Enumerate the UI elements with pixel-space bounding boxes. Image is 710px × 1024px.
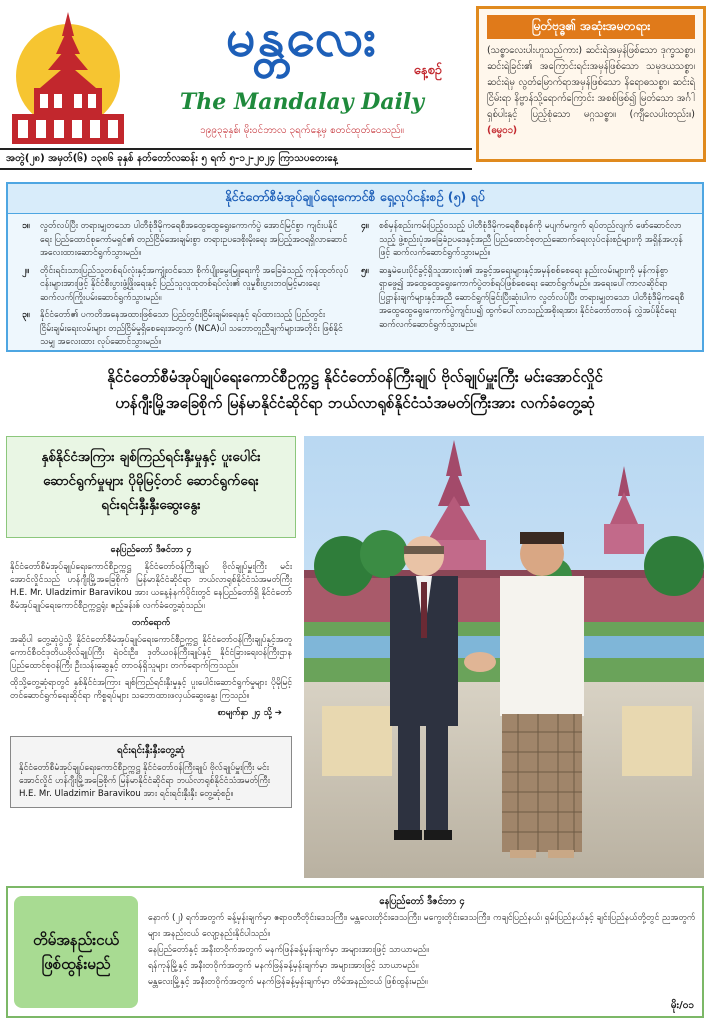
weather-dateline: နေပြည်တော် ဒီဇင်ဘာ ၄ [379, 896, 465, 907]
story-dateline: နေပြည်တော် ဒီဇင်ဘာ ၄ [110, 545, 192, 555]
dhamma-quote-heading: မြတ်ဗုဒ္ဓ၏ အဆုံးအမတရား [487, 15, 695, 39]
palace-emblem-logo [4, 6, 132, 156]
agenda-item-number: ၁။ [22, 221, 30, 231]
photo-caption-text: နိုင်ငံတော်စီမံအုပ်ချုပ်ရေးကောင်စီဥက္ကဋ္ဌ နိုင်ငံတော်ဝန်ကြီးချုပ် ဗိုလ်ချုပ်မှူးကြီး မင်းအောင်လှိုင် ဟန်ဂျီးမြို့အခြေစိုက် မြန်မာနိုင်ငံဆိုင်ရာ ဘယ်လာရုစ်နိုင်ငံသံအမတ်ကြီး H.E. Mr. Uladzimir Baravikou အား ရင်းရင်းနှီးနှီး တွေ့ဆုံစဉ်။ [19, 763, 270, 799]
agenda-item-number: ၂။ [22, 265, 29, 276]
weather-line: နေပြည်တော်နှင့် အနီးတဝိုက်အတွက် မနက်ဖြန်ခန့်မှန်းချက်မှာ အများအားဖြင့် သာယာမည်။ [148, 945, 429, 955]
title-block [132, 4, 472, 154]
meeting-photo [304, 436, 704, 878]
photo-caption-heading: ရင်းရင်းနှီးနှီးတွေ့ဆုံ [117, 745, 185, 756]
continued-link[interactable]: စာမျက်နှာ ၂၄ သို့ ➔ [217, 708, 282, 718]
agenda-column-left [16, 220, 355, 354]
agenda-title: နိုင်ငံတော်စီမံအုပ်ချုပ်ရေးကောင်စီ ရှေ့လုပ်ငန်းစဉ် (၅) ရပ် [8, 184, 702, 214]
agenda-item-number: ၅။ [361, 265, 369, 276]
dhamma-quote-text [487, 43, 695, 139]
agenda-item-number: ၄။ [361, 221, 369, 231]
story-column [6, 436, 296, 882]
main-headline [0, 364, 710, 416]
founding-tagline: ၁၉၉၃ခုနှစ်၊ မိုးဝင်ဘာလ ၃ရက်နေ့မှ စတင်ထုတ်ဝေသည်။ [200, 125, 404, 136]
dhamma-quote-body: (သစ္စာလေးပါးဟူသည်ကား) ဆင်းရဲအမှန်ဖြစ်သော ဒုက္ခသစ္စာ၊ ဆင်းရဲခြင်း၏ အကြောင်းရင်းအမှန်ဖြစ်သော သမုဒယသစ္စာ၊ ဆင်းရဲမှ လွတ်မြောက်ရာအမှန်ဖြစ်သော နိရောဓသစ္စာ၊ ဆင်းရဲငြိမ်းရာ နိဗ္ဗာန်သို့ရောက်ကြောင်း အစစ်ဖြစ်၍ မြတ်သော အင်္ဂါရှစ်ပါးနှင့် ပြည့်စုံသော မဂ္ဂသစ္စာ။ (ကျီလေပါးတည်း။) [487, 45, 695, 120]
weather-line: နောက် (၂) ရက်အတွက် ခန့်မှန်းချက်မှာ ဧရာဝတီတိုင်းဒေသကြီး၊ မန္တလေးတိုင်းဒေသကြီး၊ မကွေးတိုင်းဒေသကြီး၊ ကချင်ပြည်နယ်၊ ရှမ်းပြည်နယ်နှင့် ချင်းပြည်နယ်တို့တွင် ညအတွက်များ အနည်းငယ် လျော့နည်းနိုင်ပါသည်။ [148, 913, 696, 939]
story-body [6, 538, 296, 730]
dhamma-page-ref: (ဓမ္မ၀၁) [487, 125, 518, 136]
story-paragraph: နိုင်ငံတော်စီမံအုပ်ချုပ်ရေးကောင်စီဥက္ကဋ္ဌ နိုင်ငံတော်ဝန်ကြီးချုပ် ဗိုလ်ချုပ်မှူးကြီး မင်းအောင်လှိုင်သည် ဟန်ဂျီးမြို့အခြေစိုက် မြန်မာနိုင်ငံဆိုင်ရာ ဘယ်လာရုစ်နိုင်ငံသံအမတ်ကြီး H.E. Mr. Uladzimir Baravikou အား ယနေ့နံနက်ပိုင်းတွင် နေပြည်တော်ရှိ နိုင်ငံတော်စီမံအုပ်ချုပ်ရေးကောင်စီဥက္ကဋ္ဌရုံး ဧည့်ခန်းၜ် လက်ခံတွေ့ဆုံသည်။ [10, 562, 292, 611]
agenda-item-text: တိုင်းရင်းသားပြည်သူတစ်ရပ်လုံးနှင့်အကျုံးဝင်သော စိုက်ပျိုးမွေးမြူရေးကို အခြေခံသည့် ကုန်ထုတ်လုပ်ငန်းများအားဖြင့် နိုင်ငံစီးပွားဖွံ့ဖြိုးရေးနှင့် ပြည်သူလူထုတစ်ရပ်လုံး၏ လူမှုစီးပွားဘဝမြင့်မားရေး ဆက်လက်ကြိုးပမ်းဆောင်ရွက်သွားမည်။ [40, 265, 349, 303]
agenda-column-right [355, 220, 694, 354]
newspaper-title-english: The Mandalay Daily [179, 89, 425, 115]
headline-line-1: နိုင်ငံတော်စီမံအုပ်ချုပ်ရေးကောင်စီဥက္ကဋ္ဌ နိုင်ငံတော်ဝန်ကြီးချုပ် ဗိုလ်ချုပ်မှူးကြီး မင်းအောင်လှိုင် [107, 368, 603, 386]
agenda-item [22, 309, 349, 350]
agenda-item [22, 220, 349, 261]
issue-dateline: အတွဲ(၂၈) အမှတ်(၆) ၁၃၈၆ ခုနှစ် နတ်တော်လဆန်း ၅ ရက် ၅-၁၂-၂၀၂၄ ကြာသပတေးနေ့ [0, 148, 472, 170]
weather-forecast-text [148, 894, 696, 990]
newspaper-subtitle: နေ့စဉ် [413, 63, 442, 78]
agenda-item-text: စစ်မှန်စည်းကမ်းပြည့်ဝသည့် ပါတီစုံဒီမိုကရေစီစနစ်ကို မပျက်မကွက် ရပ်တည်လျက် ဖော်ဆောင်လာသည့် ဖွဲ့စည်းပုံအခြေခံဥပဒေနှင့်အညီ ပြည်ထောင်စုတည်ဆောက်ရေးလုပ်ငန်းစဉ်များကို အရှိန်အဟုန်ဖြင့် ဆက်လက်ဆောင်ရွက်သွားမည်။ [379, 221, 683, 258]
agenda-item-text: နိုင်ငံတော်၏ ပကတိအနေအထားဖြစ်သော ပြည်တွင်းငြိမ်းချမ်းရေးနှင့် ရပ်ထားသည့် ပြည်တွင်းငြိမ်းချမ်းရေးလမ်းများ တည်ငြိမ်မှုရှိစေရေးအတွက် (NCA)ပါ သဘောတူညီချက်များအတိုင်း ဖြစ်နိုင်သမျှ အလေးထား လုပ်ဆောင်သွားမည်။ [40, 310, 343, 347]
agenda-box [6, 182, 704, 352]
weather-line: ရန်ကုန်မြို့နှင့် အနီးတဝိုက်အတွက် မနက်ဖြန်ခန့်မှန်းချက်မှာ အများအားဖြင့် သာယာမည်။ [148, 961, 419, 971]
newspaper-title-myanmar: မန္တလေး [225, 8, 379, 68]
agenda-item [361, 265, 688, 333]
headline-line-2: ဟန်ဂျီးမြို့အခြေစိုက် မြန်မာနိုင်ငံဆိုင်ရာ ဘယ်လာရုစ်နိုင်ငံသံအမတ်ကြီးအား လက်ခံတွေ့ဆုံ [115, 394, 595, 412]
agenda-item [22, 265, 349, 306]
page-number: မိုး/၀၁ [670, 1000, 694, 1011]
agenda-item-text: လွတ်လပ်ပြီး တရားမျှတသော ပါတီစုံဒီမိုကရေစီအထွေထွေရွေးကောက်ပွဲ အောင်မြင်စွာ ကျင်းပနိုင်ရေး ပြည်ထောင်စုကော်မရှင်၏ တည်ငြိမ်အေးချမ်းစွာ တရားဥပဒေစိုးမိုးရေး အပြည့်အဝရရှိလာဆောင် အလေးထားဆောင်ရွက်သွားမည်။ [40, 221, 348, 258]
agenda-item-number: ၃။ [22, 310, 30, 320]
weather-forecast-box [6, 886, 704, 1018]
photo-caption-box [10, 736, 292, 808]
story-title: နှစ်နိုင်ငံအကြား ချစ်ကြည်ရင်းနှီးမှုနှင့် ပူးပေါင်းဆောင်ရွက်မှုများ ပိုမိုမြင့်တင် ဆောင်ရွက်ရေး ရင်းရင်းနှီးနှီးဆွေးနွေး [6, 436, 296, 538]
weather-line: မန္တလေးမြို့နှင့် အနီးတဝိုက်အတွက် မနက်ဖြန်ခန့်မှန်းချက်မှာ တိမ်အနည်းငယ် ဖြစ်ထွန်းမည်။ [148, 977, 428, 987]
agenda-item-text: ဆန္ဒမဲပေးပိုင်ခွင့်ရှိသူအားလုံး၏ အခွင့်အရေးများနှင့်အမှန်စစ်စေရေး နည်းလမ်းများကို မှန်ကန်စွာ ရှာဖွေ၍ အထွေထွေရွေးကောက်ပွဲတစ်ရပ်ဖြစ်စေရေး ဆောင်ရွက်မည်။ အရေးပေါ်ကာလဆိုင်ရာ ပြဋ္ဌာန်းချက်များနှင့်အညီ ဆောင်ရွက်ခြင်းပြီးဆုံးပါက လွတ်လပ်ပြီး တရားမျှတသော ပါတီစုံဒီမိုကရေစီ အထွေထွေရွေးကောက်ပွဲကျင်းပ၍ ထွက်ပေါ်လာသည့်အစိုးရအား နိုင်ငံတော်တာဝန် လွှဲအပ်နိုင်ရေး ဆက်လက်ဆောင်ရွက်သွားမည်။ [379, 265, 685, 330]
story-paragraph: အဆိုပါ တွေ့ဆုံပွဲသို့ နိုင်ငံတော်စီမံအုပ်ချုပ်ရေးကောင်စီဥက္ကဋ္ဌ နိုင်ငံတော်ဝန်ကြီးချုပ်နှင့်အတူ ကောင်စီဝင်ဒုတိယဗိုလ်ချုပ်ကြီး ရဲဝင်းဦး၊ ဒုတိယဝန်ကြီးချုပ်နှင့် နိုင်ငံခြားရေးဝန်ကြီးဌာန ပြည်ထောင်စုဝန်ကြီး ဦးသန်းဆွေနှင့် တာဝန်ရှိသူများ တက်ရောက်ကြသည်။ [10, 635, 292, 671]
story-paragraph: ထိုသို့တွေ့ဆုံရာတွင် နှစ်နိုင်ငံအကြား ချစ်ကြည်ရင်းနှီးမှုနှင့် ပူးပေါင်းဆောင်ရွက်မှုများ ပိုမိုမြင့်တင်ဆောင်ရွက်ရေးဆိုင်ရာ ကိစ္စရပ်များ သဘောထားဖလှယ်ဆွေးနွေး ကြသည်။ [10, 678, 292, 701]
story-subhead: တက်ရောက် [131, 618, 171, 628]
dhamma-quote-box [476, 6, 706, 162]
agenda-item [361, 220, 688, 261]
masthead [0, 0, 710, 172]
weather-summary-badge: တိမ်အနည်းငယ် ဖြစ်ထွန်းမည် [14, 896, 138, 1008]
